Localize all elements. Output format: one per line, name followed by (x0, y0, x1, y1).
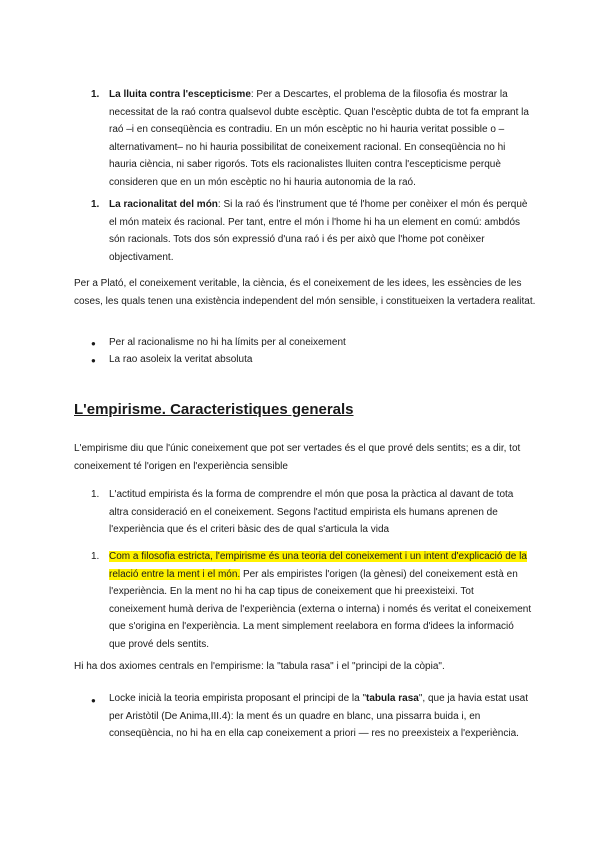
list-item-text: L'actitud empirista és la forma de comprendre el món que posa la pràctica al davant de tota altra consideració en el coneixement. Segons l'actitud empirista els humans aprenen de l'experiència que és el criteri bàsic des de qual s'articula la vida (109, 489, 514, 535)
bullet-item: La rao asoleix la veritat absoluta (109, 354, 253, 365)
list-number: 1. (91, 551, 100, 562)
highlighted-text: Com a filosofia estricta, l'empirisme és una teoria del coneixement i un intent d'explicació de la relació entre la ment i el món. (109, 551, 527, 580)
bullet-item: Per al racionalisme no hi ha límits per al coneixement (109, 337, 346, 348)
bullet-icon: ● (91, 356, 96, 365)
bullet-icon: ● (91, 339, 96, 348)
bullet-icon: ● (91, 696, 96, 705)
section-heading: L'empirisme. Caracteristiques generals (74, 401, 354, 418)
list-item-text (109, 548, 533, 653)
list-item-text (109, 86, 533, 191)
bullet-item (109, 690, 533, 743)
list-item-body: : Si la raó és l'instrument que té l'home per conèixer el món és perquè el món mateix és racional. Per tant, entre el món i l'home hi ha un element en comú: ambdós són racionals. Tots dos són expressió d'una raó i és per això que l'home pot conèixer objectivament. (109, 199, 528, 263)
locke-text-before: Locke inicià la teoria empirista proposant el principi de la " (109, 693, 367, 704)
list-number: 1. (91, 489, 100, 500)
locke-text-after: ", que ja havia estat usat per Aristòtil (De Anima,III.4): la ment és un quadre en blanc, una pissarra buida i, en conseqüència, no hi ha en ella cap coneixement a priori — res no preexisteix a l'experiència. (109, 693, 529, 739)
list-item-body: : Per a Descartes, el problema de la filosofia és mostrar la necessitat de la raó contra qualsevol dubte escèptic. Quan l'escèptic dubta de tot fa emprant la raó –i en conseqüència es contradiu. En un món escèptic no hi hauria veritat possible o –alternativament– no hi hauria possibilitat de coneixement racional. En conseqüència no hi hauria ciència, ni saber rigorós. Tots els racionalistes lluiten contra l'escepticisme perquè consideren que en un món escèptic no hi hauria autonomia de la raó. (109, 89, 529, 188)
list-number: 1. (91, 199, 100, 210)
list-item-text (109, 196, 533, 266)
locke-bold: tabula rasa (366, 693, 419, 704)
list-item-title: La racionalitat del món (109, 199, 218, 210)
plato-paragraph: Per a Plató, el coneixement veritable, la ciència, és el coneixement de les idees, les essències de les coses, les quals tenen una existència independent del món sensible, i constitueixen la vertadera realitat. (74, 278, 536, 307)
list-item-title: La lluita contra l'escepticisme (109, 89, 251, 100)
list-item-body: Per als empiristes l'origen (la gènesi) del coneixement està en l'experiència. En la ment no hi ha cap tipus de coneixement que hi preexisteixi. Tot coneixement humà deriva de l'experiència (externa o interna) i només és veritat el coneixement que s'origina en l'experiència. La ment simplement reelabora en forma d'idees la informació que prové dels sentits. (109, 568, 532, 650)
empirisme-intro: L'empirisme diu que l'únic coneixement que pot ser vertades és el que prové dels sentits; es a dir, tot coneixement té l'origen en l'experiència sensible (74, 443, 521, 472)
list-number: 1. (91, 89, 100, 100)
axioms-paragraph: Hi ha dos axiomes centrals en l'empirisme: la "tabula rasa" i el "principi de la còpia". (74, 661, 445, 672)
